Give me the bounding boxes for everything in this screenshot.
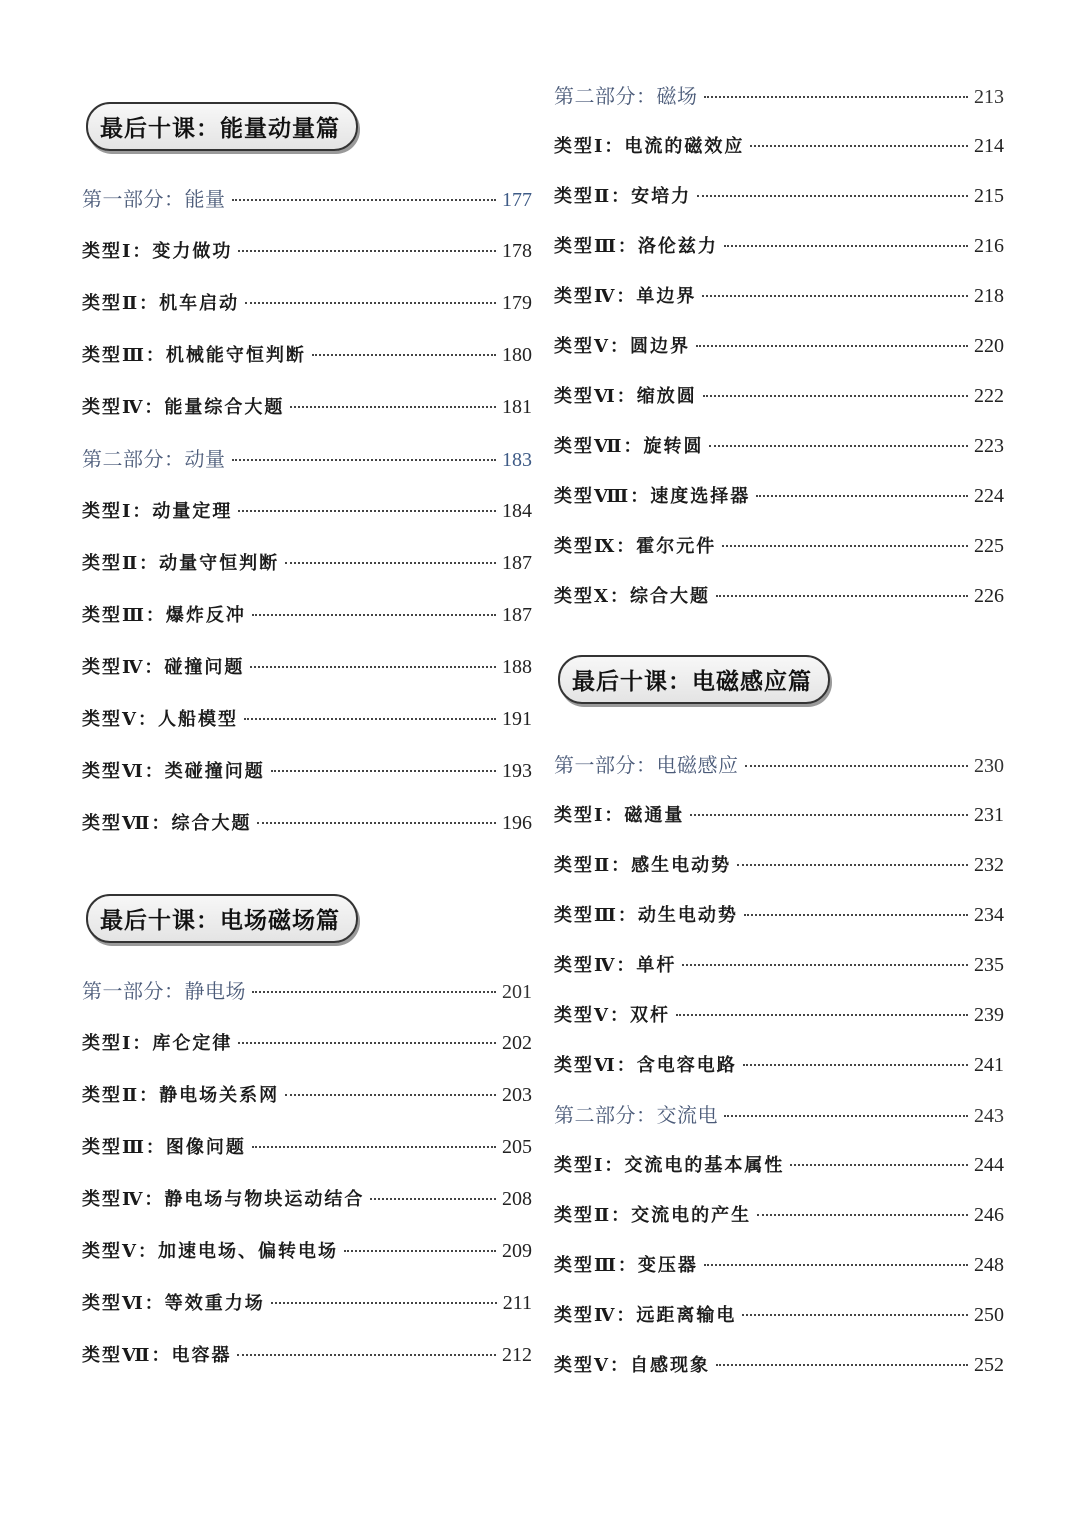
toc-page-number: 248 <box>974 1254 1004 1276</box>
toc-entry-label: 类型Ⅰ：电流的磁效应 <box>554 136 745 157</box>
toc-entry-label: 类型Ⅶ：旋转圆 <box>554 436 704 457</box>
toc-part-row[interactable] <box>554 740 1004 790</box>
toc-entry-row[interactable] <box>554 321 1004 371</box>
toc-page-number: 209 <box>502 1240 532 1262</box>
dot-leader <box>271 1302 497 1304</box>
toc-entry-label: 类型Ⅰ：交流电的基本属性 <box>554 1155 785 1176</box>
toc-page-number: 187 <box>502 604 532 626</box>
toc-entry-row[interactable] <box>82 1173 532 1225</box>
dot-leader <box>232 459 497 461</box>
toc-entry-row[interactable] <box>554 890 1004 940</box>
toc-entry-row[interactable] <box>554 840 1004 890</box>
toc-section-electric-magnetic <box>82 894 532 1381</box>
toc-page-number: 241 <box>974 1054 1004 1076</box>
toc-page-number: 224 <box>974 485 1004 507</box>
toc-entry-row[interactable] <box>554 371 1004 421</box>
toc-entry-label: 类型Ⅴ：圆边界 <box>554 336 690 357</box>
toc-part-label: 第一部分：静电场 <box>82 979 246 1003</box>
toc-entry-row[interactable] <box>82 537 532 589</box>
toc-entry-label: 类型Ⅰ：变力做功 <box>82 241 233 262</box>
dot-leader <box>271 770 496 772</box>
toc-page-number: 179 <box>502 292 532 314</box>
toc-entry-label: 类型Ⅲ：洛伦兹力 <box>554 236 718 257</box>
toc-entry-row[interactable] <box>82 225 532 277</box>
toc-entry-label: 类型Ⅲ：图像问题 <box>82 1137 246 1158</box>
toc-entry-label: 类型Ⅳ：碰撞问题 <box>82 657 245 678</box>
toc-part-row[interactable] <box>554 1090 1004 1140</box>
dot-leader <box>709 445 968 447</box>
toc-page-number: 208 <box>502 1188 532 1210</box>
toc-entry-row[interactable] <box>82 589 532 641</box>
toc-entry-label: 类型Ⅳ：静电场与物块运动结合 <box>82 1189 365 1210</box>
toc-entry-label: 类型Ⅴ：人船模型 <box>82 709 238 730</box>
dot-leader <box>724 245 968 247</box>
section-title-pill: 最后十课：能量动量篇 <box>86 102 358 151</box>
toc-entry-label: 类型Ⅳ：单杆 <box>554 955 677 976</box>
toc-entry-row[interactable] <box>554 940 1004 990</box>
dot-leader <box>285 562 496 564</box>
toc-page-number: 187 <box>502 552 532 574</box>
dot-leader <box>237 1354 496 1356</box>
dot-leader <box>250 666 496 668</box>
toc-entry-label: 类型Ⅷ：速度选择器 <box>554 486 751 507</box>
toc-page-number: 252 <box>974 1354 1004 1376</box>
toc-page-number: 220 <box>974 335 1004 357</box>
dot-leader <box>790 1164 968 1166</box>
toc-entry-row[interactable] <box>554 1340 1004 1390</box>
toc-entry-label: 类型Ⅰ：库仑定律 <box>82 1033 233 1054</box>
dot-leader <box>252 991 496 993</box>
dot-leader <box>252 614 496 616</box>
section-spacer <box>82 943 532 965</box>
dot-leader <box>743 1064 968 1066</box>
dot-leader <box>724 1115 968 1117</box>
toc-part-row[interactable] <box>82 433 532 485</box>
toc-entry-label: 类型Ⅲ：机械能守恒判断 <box>82 345 306 366</box>
dot-leader <box>676 1014 968 1016</box>
toc-page-number: 231 <box>974 804 1004 826</box>
dot-leader <box>757 1214 968 1216</box>
dot-leader <box>745 765 969 767</box>
section-spacer <box>554 704 1004 740</box>
dot-leader <box>690 814 968 816</box>
toc-page-number: 239 <box>974 1004 1004 1026</box>
dot-leader <box>704 96 969 98</box>
dot-leader <box>722 545 968 547</box>
toc-entry-label: 类型Ⅴ：自感现象 <box>554 1355 710 1376</box>
toc-page-number: 196 <box>502 812 532 834</box>
toc-page-number: 250 <box>974 1304 1004 1326</box>
toc-page-number: 213 <box>974 86 1004 108</box>
toc-page-number: 218 <box>974 285 1004 307</box>
dot-leader <box>370 1198 496 1200</box>
toc-entry-label: 类型Ⅳ：能量综合大题 <box>82 397 285 418</box>
toc-page-number: 191 <box>502 708 532 730</box>
dot-leader <box>682 964 968 966</box>
dot-leader <box>244 718 496 720</box>
dot-leader <box>344 1250 496 1252</box>
toc-page-number: 246 <box>974 1204 1004 1226</box>
dot-leader <box>702 295 968 297</box>
dot-leader <box>238 250 496 252</box>
toc-entry-label: 类型Ⅲ：变压器 <box>554 1255 698 1276</box>
toc-entry-label: 类型Ⅱ：安培力 <box>554 186 692 207</box>
dot-leader <box>238 1042 496 1044</box>
dot-leader <box>252 1146 496 1148</box>
toc-entry-label: 类型Ⅱ：交流电的产生 <box>554 1205 752 1226</box>
toc-entry-row[interactable] <box>82 1277 532 1329</box>
dot-leader <box>245 302 496 304</box>
toc-entry-row[interactable] <box>554 571 1004 621</box>
toc-entry-label: 类型Ⅴ：加速电场、偏转电场 <box>82 1241 338 1262</box>
toc-part-label: 第二部分：交流电 <box>554 1103 718 1127</box>
toc-page-number: 215 <box>974 185 1004 207</box>
toc-section-electromagnetic-induction <box>554 655 1004 1390</box>
dot-leader <box>737 864 968 866</box>
toc-page-number: 216 <box>974 235 1004 257</box>
toc-page-number: 181 <box>502 396 532 418</box>
toc-entry-label: 类型Ⅲ：爆炸反冲 <box>82 605 246 626</box>
toc-page-number: 184 <box>502 500 532 522</box>
toc-entry-row[interactable] <box>554 1290 1004 1340</box>
toc-entry-row[interactable] <box>554 1140 1004 1190</box>
toc-entry-label: 类型Ⅵ：含电容电路 <box>554 1055 737 1076</box>
toc-entry-row[interactable] <box>82 1329 532 1381</box>
toc-entry-row[interactable] <box>554 1240 1004 1290</box>
toc-entry-label: 类型Ⅰ：动量定理 <box>82 501 233 522</box>
dot-leader <box>312 354 496 356</box>
toc-page-number: 177 <box>502 189 532 211</box>
toc-entry-row[interactable] <box>554 271 1004 321</box>
toc-page-number: 243 <box>974 1105 1004 1127</box>
toc-entry-row[interactable] <box>554 171 1004 221</box>
toc-page-number: 178 <box>502 240 532 262</box>
toc-entry-label: 类型Ⅵ：缩放圆 <box>554 386 697 407</box>
toc-part-row[interactable] <box>82 965 532 1017</box>
toc-part-label: 第二部分：磁场 <box>554 84 698 108</box>
toc-entry-row[interactable] <box>554 1190 1004 1240</box>
toc-page-number: 183 <box>502 449 532 471</box>
dot-leader <box>285 1094 496 1096</box>
toc-entry-label: 类型Ⅶ：电容器 <box>82 1345 232 1366</box>
toc-page-number: 202 <box>502 1032 532 1054</box>
toc-page-number: 244 <box>974 1154 1004 1176</box>
dot-leader <box>696 345 968 347</box>
dot-leader <box>257 822 496 824</box>
toc-page-number: 222 <box>974 385 1004 407</box>
dot-leader <box>756 495 968 497</box>
toc-entry-row[interactable] <box>554 221 1004 271</box>
toc-entry-row[interactable] <box>82 277 532 329</box>
dot-leader <box>232 199 497 201</box>
dot-leader <box>716 595 968 597</box>
toc-page-number: 214 <box>974 135 1004 157</box>
toc-entry-row[interactable] <box>554 471 1004 521</box>
toc-page-number: 235 <box>974 954 1004 976</box>
section-title-pill: 最后十课：电场磁场篇 <box>86 894 358 943</box>
toc-part-row[interactable] <box>82 173 532 225</box>
toc-entry-row[interactable] <box>82 1069 532 1121</box>
toc-page-number: 211 <box>502 1292 532 1314</box>
toc-entry-row[interactable] <box>82 641 532 693</box>
toc-entry-label: 类型Ⅵ：等效重力场 <box>82 1293 265 1314</box>
dot-leader <box>703 395 968 397</box>
toc-entry-row[interactable] <box>82 1225 532 1277</box>
toc-entry-row[interactable] <box>554 421 1004 471</box>
toc-entry-label: 类型Ⅲ：动生电动势 <box>554 905 738 926</box>
toc-page-number: 203 <box>502 1084 532 1106</box>
toc-entry-row[interactable] <box>554 790 1004 840</box>
dot-leader <box>742 1314 968 1316</box>
section-title-pill: 最后十课：电磁感应篇 <box>558 655 830 704</box>
toc-entry-row[interactable] <box>554 1040 1004 1090</box>
toc-entry-label: 类型Ⅰ：磁通量 <box>554 805 685 826</box>
toc-part-label: 第一部分：能量 <box>82 187 226 211</box>
toc-page-number: 201 <box>502 981 532 1003</box>
toc-section-magnetic-continued <box>554 71 1004 621</box>
toc-entry-label: 类型Ⅱ：动量守恒判断 <box>82 553 280 574</box>
toc-entry-label: 类型Ⅴ：双杆 <box>554 1005 670 1026</box>
toc-page-number: 193 <box>502 760 532 782</box>
toc-page-number: 205 <box>502 1136 532 1158</box>
toc-entry-row[interactable] <box>554 990 1004 1040</box>
toc-page-number: 225 <box>974 535 1004 557</box>
dot-leader <box>750 145 968 147</box>
toc-page-number: 226 <box>974 585 1004 607</box>
toc-page-number: 232 <box>974 854 1004 876</box>
toc-entry-label: 类型Ⅳ：远距离输电 <box>554 1305 737 1326</box>
toc-entry-label: 类型Ⅱ：机车启动 <box>82 293 240 314</box>
toc-page-number: 234 <box>974 904 1004 926</box>
toc-section-energy-momentum <box>82 102 532 849</box>
toc-entry-label: 类型Ⅹ：综合大题 <box>554 586 710 607</box>
toc-entry-row[interactable] <box>82 329 532 381</box>
toc-entry-row[interactable] <box>82 745 532 797</box>
toc-entry-row[interactable] <box>82 797 532 849</box>
toc-entry-label: 类型Ⅳ：单边界 <box>554 286 697 307</box>
toc-part-label: 第一部分：电磁感应 <box>554 753 739 777</box>
dot-leader <box>697 195 968 197</box>
dot-leader <box>238 510 496 512</box>
dot-leader <box>704 1264 968 1266</box>
toc-entry-label: 类型Ⅸ：霍尔元件 <box>554 536 717 557</box>
toc-page-number: 180 <box>502 344 532 366</box>
toc-page-number: 188 <box>502 656 532 678</box>
toc-entry-row[interactable] <box>82 381 532 433</box>
toc-entry-row[interactable] <box>82 1121 532 1173</box>
toc-entry-label: 类型Ⅱ：感生电动势 <box>554 855 732 876</box>
toc-page-number: 223 <box>974 435 1004 457</box>
dot-leader <box>744 914 968 916</box>
toc-entry-label: 类型Ⅵ：类碰撞问题 <box>82 761 265 782</box>
toc-entry-row[interactable] <box>82 693 532 745</box>
toc-entry-row[interactable] <box>82 1017 532 1069</box>
toc-page-number: 230 <box>974 755 1004 777</box>
section-spacer <box>82 151 532 173</box>
toc-part-label: 第二部分：动量 <box>82 447 226 471</box>
toc-entry-row[interactable] <box>82 485 532 537</box>
toc-part-row[interactable] <box>554 71 1004 121</box>
toc-entry-row[interactable] <box>554 521 1004 571</box>
toc-page-number: 212 <box>502 1344 532 1366</box>
dot-leader <box>716 1364 968 1366</box>
dot-leader <box>290 406 496 408</box>
toc-entry-label: 类型Ⅱ：静电场关系网 <box>82 1085 280 1106</box>
toc-entry-label: 类型Ⅶ：综合大题 <box>82 813 252 834</box>
toc-entry-row[interactable] <box>554 121 1004 171</box>
